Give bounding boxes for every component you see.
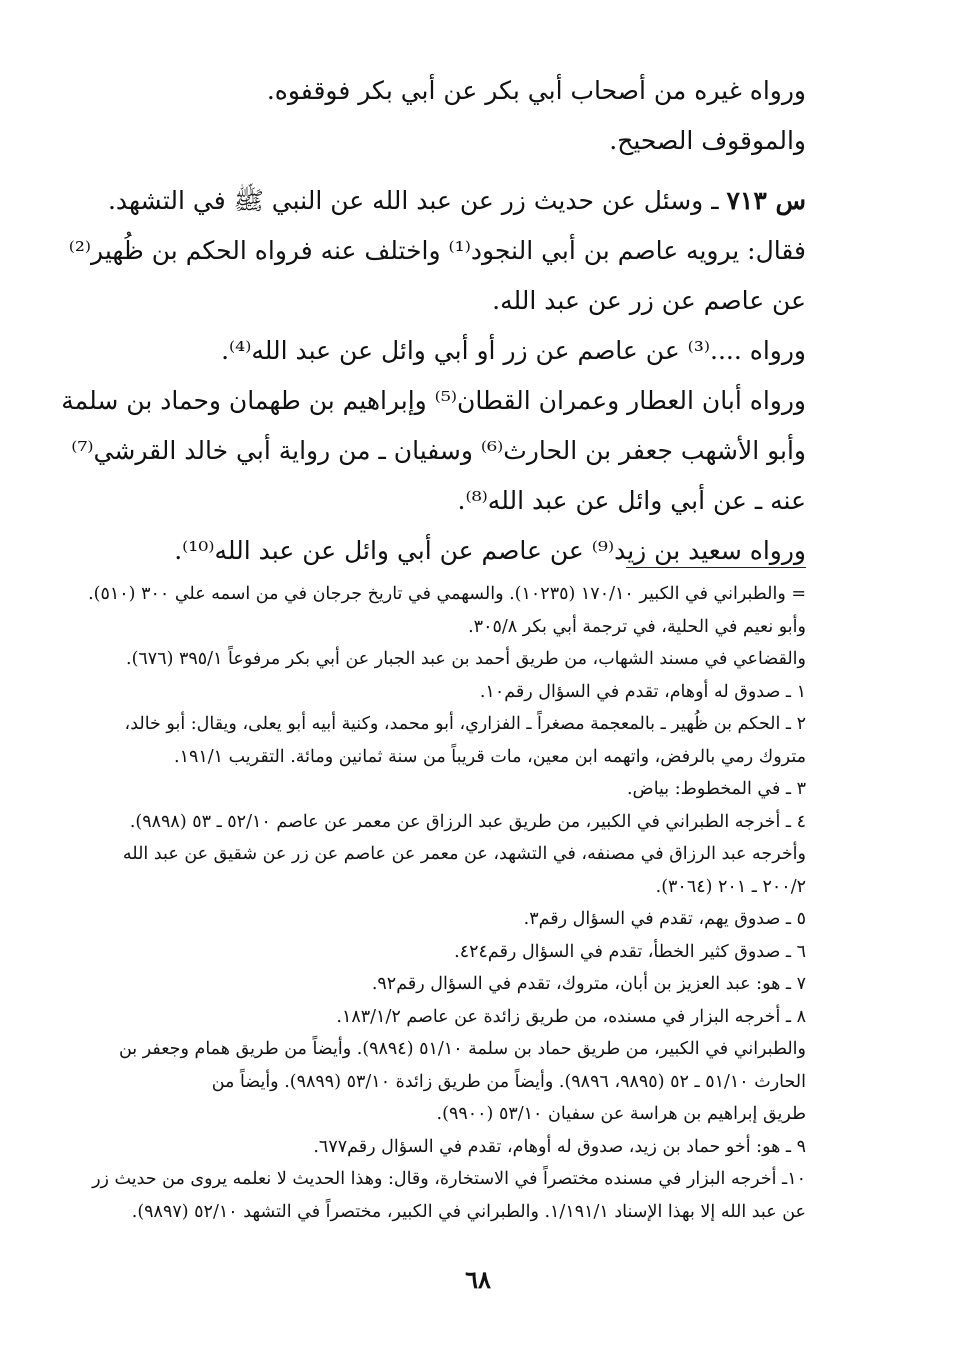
- footnotes: [88, 578, 806, 1228]
- footnote-2: ٢ ـ الحكم بن ظُهير ـ بالمعجمة مصغراً ـ الفزاري، أبو محمد، وكنية أبيه أبو يعلى، ويقال: أبو خالد،: [124, 714, 806, 734]
- footnote-line: وأخرجه عبد الرزاق في مصنفه، في التشهد، عن معمر عن عاصم عن زر عن شقيق عن عبد الله: [122, 844, 806, 864]
- text-line: ورواه أبان العطار وعمران القطان⁽⁵⁾ وإبراهيم بن طهمان وحماد بن سلمة: [61, 386, 806, 415]
- question-heading: [100, 176, 806, 226]
- text-line: عنه ـ عن أبي وائل عن عبد الله⁽⁸⁾.: [457, 486, 806, 515]
- question-number: س ٧١٣: [726, 186, 806, 215]
- text-line: وأبو الأشهب جعفر بن الحارث⁽⁶⁾ وسفيان ـ من رواية أبي خالد القرشي⁽⁷⁾: [71, 436, 806, 465]
- footnote-line: عن عبد الله إلا بهذا الإسناد ١/١٩١/١. والطبراني في الكبير، مختصراً في التشهد ٥٢/١٠ (٩٨٩٧).: [131, 1201, 806, 1222]
- footnote-line: طريق إبراهيم بن هراسة عن سفيان ٥٣/١٠ (٩٩٠٠).: [436, 1104, 806, 1124]
- footnote-line: والقضاعي في مسند الشهاب، من طريق أحمد بن عبد الجبار عن أبي بكر مرفوعاً ٣٩٥/١ (٦٧٦).: [126, 649, 806, 669]
- footnote-line: وأبو نعيم في الحلية، في ترجمة أبي بكر ٣٠٥/٨.: [468, 616, 806, 637]
- question-text: ـ وسئل عن حديث زر عن عبد الله عن النبي ﷺ في التشهد.: [107, 186, 719, 215]
- text-line: عن عاصم عن زر عن عبد الله.: [492, 286, 806, 315]
- text-line: والموقوف الصحيح.: [609, 126, 806, 155]
- footnote-3: ٣ ـ في المخطوط: بياض.: [626, 779, 806, 799]
- footnote-8: ٨ ـ أخرجه البزار في مسنده، من طريق زائدة عن عاصم ١٨٣/١/٢.: [336, 1006, 806, 1027]
- footnote-line: متروك رمي بالرفض، واتهمه ابن معين، مات قريباً من سنة ثمانين ومائة. التقريب ١٩١/١.: [173, 746, 806, 767]
- footnote-separator: [626, 567, 806, 568]
- main-text: [61, 66, 806, 576]
- text-line: ورواه ....⁽³⁾ عن عاصم عن زر أو أبي وائل عن عبد الله⁽⁴⁾.: [221, 336, 806, 365]
- footnote-6: ٦ ـ صدوق كثير الخطأ، تقدم في السؤال رقم٤٢٤.: [454, 941, 806, 962]
- footnote-1: ١ ـ صدوق له أوهام، تقدم في السؤال رقم١٠.: [479, 681, 806, 702]
- text-line: ورواه سعيد بن زيد⁽⁹⁾ عن عاصم عن أبي وائل عن عبد الله⁽¹⁰⁾.: [174, 536, 806, 565]
- footnote-line: والطبراني في الكبير، من طريق حماد بن سلمة ٥١/١٠ (٩٨٩٤). وأيضاً من طريق همام وجعفر بن: [118, 1039, 806, 1059]
- footnote-4: ٤ ـ أخرجه الطبراني في الكبير، من طريق عبد الرزاق عن معمر عن عاصم ٥٢/١٠ ـ ٥٣ (٩٨٩٨).: [129, 811, 806, 832]
- footnote-7: ٧ ـ هو: عبد العزيز بن أبان، متروك، تقدم في السؤال رقم٩٢.: [371, 974, 806, 994]
- footnote-5: ٥ ـ صدوق يهم، تقدم في السؤال رقم٣.: [523, 909, 806, 929]
- page-number: ٦٨: [465, 1265, 491, 1294]
- text-line: فقال: يرويه عاصم بن أبي النجود⁽¹⁾ واختلف عنه فرواه الحكم بن ظُهير⁽²⁾: [68, 236, 806, 265]
- footnote-10: ١٠ـ أخرجه البزار في مسنده مختصراً في الاستخارة، وقال: وهذا الحديث لا نعلمه يروى من حديث زر: [92, 1169, 806, 1189]
- footnote-line: ٢٠٠/٢ ـ ٢٠١ (٣٠٦٤).: [655, 876, 806, 897]
- text-line: ورواه غيره من أصحاب أبي بكر عن أبي بكر فوقفوه.: [266, 76, 806, 105]
- footnote-9: ٩ ـ هو: أخو حماد بن زيد، صدوق له أوهام، تقدم في السؤال رقم٦٧٧.: [313, 1136, 806, 1157]
- footnote-line: الحارث ٥١/١٠ ـ ٥٢ (٩٨٩٥، ٩٨٩٦). وأيضاً من طريق زائدة ٥٣/١٠ (٩٨٩٩). وأيضاً من: [211, 1071, 806, 1092]
- footnote-line: = والطبراني في الكبير ١٧٠/١٠ (١٠٢٣٥). والسهمي في تاريخ جرجان في من اسمه علي ٣٠٠ (٥١٠).: [88, 584, 806, 604]
